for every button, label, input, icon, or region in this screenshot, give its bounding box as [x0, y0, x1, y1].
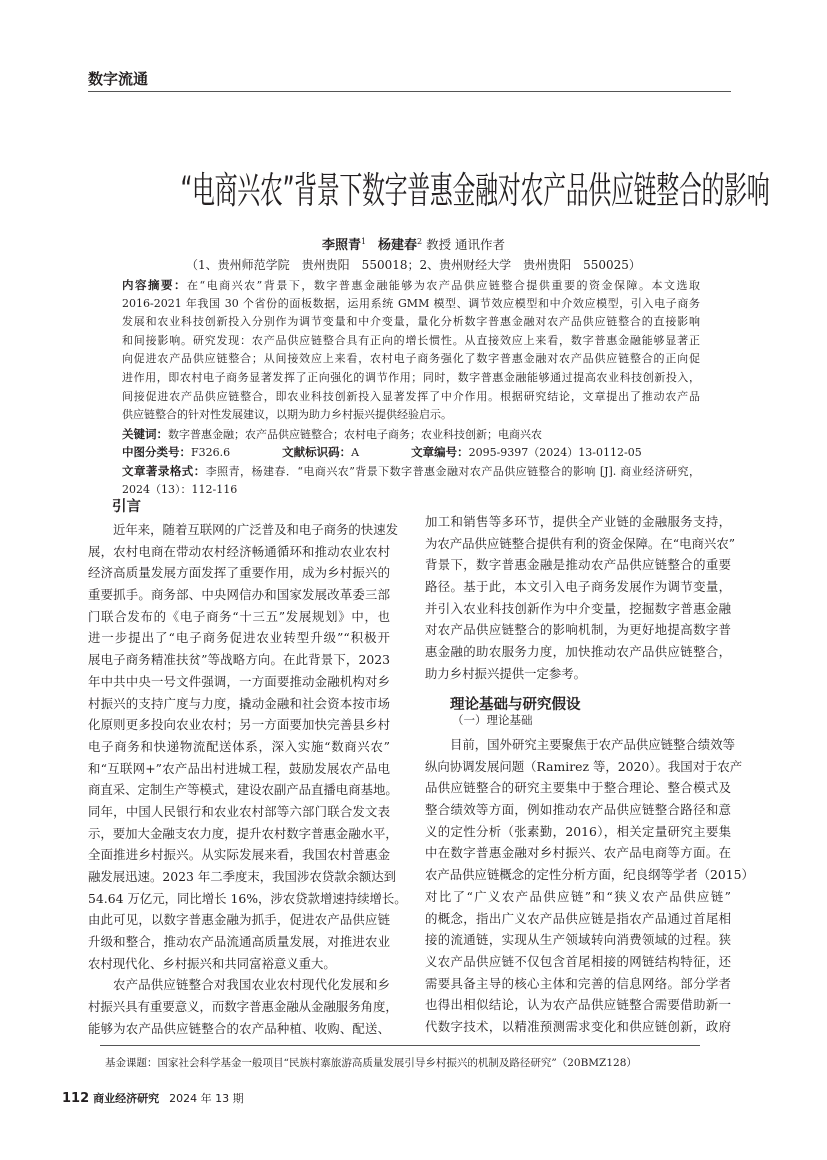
author-role: 教授 通讯作者	[426, 237, 506, 252]
page-number: 112	[62, 1091, 90, 1106]
text-line: 年中共中央一号文件强调，一方面要推动金融机构对乡	[88, 673, 390, 689]
text-line: 电子商务和快递物流配送体系，深入实施“数商兴农”	[88, 738, 390, 754]
classification-row	[122, 443, 700, 462]
text-line: 能够为农产品供应链整合的农产品种植、收购、配送、	[88, 1020, 390, 1036]
footnote-rule	[100, 1045, 700, 1046]
text-line: 对比了“广义农产品供应链”和“狭义农产品供应链”	[425, 888, 731, 904]
citation-text: 李照青，杨建春．“电商兴农”背景下数字普惠金融对农产品供应链整合的影响 [J]. 商业经济研究，	[205, 464, 700, 478]
keywords-label: 关键词：	[122, 426, 168, 441]
doc-code-value: A	[351, 446, 360, 460]
author-name: 杨建春	[377, 238, 417, 253]
text-line: 义的定性分析（张素勤，2016），相关定量研究主要集	[425, 823, 731, 839]
author-affil-mark: 1	[360, 236, 367, 246]
text-line-container	[122, 276, 700, 295]
fund-note: 基金课题：国家社会科学基金一般项目“民族村寨旅游高质量发展引导乡村振兴的机制及路径研究”（20BMZ128）	[105, 1057, 637, 1069]
abstract-label: 内容摘要：	[122, 278, 188, 292]
text-line: 向促进农产品供应链整合；从间接效应上来看，农村电子商务强化了数字普惠金融对农产品供应链整合的正向促	[122, 352, 700, 366]
citation-row-2: 2024（13）：112-116	[122, 482, 238, 496]
text-line: 54.64 万亿元，同比增长 16%，涉农贷款增速持续增长。	[88, 890, 407, 906]
text-line: 升级和整合，推动农产品流通高质量发展，对推进农业	[88, 934, 390, 950]
text-line: 对农产品供应链整合的影响机制，为更好地提高数字普	[425, 622, 731, 638]
section-heading-intro: 引言	[112, 499, 141, 515]
text-line: 进作用，即农村电子商务显著发挥了正向强化的调节作用；同时，数字普惠金融能够通过提高农业科技创新投入，	[122, 370, 700, 384]
text-line: 发展和农业科技创新投入分别作为调节变量和中介变量，量化分析数字普惠金融对农产品供应链整合的直接影响	[122, 315, 700, 329]
abstract-block	[122, 276, 700, 499]
text-line: 整合绩效等方面，例如推动农产品供应链整合路径和意	[425, 802, 731, 818]
section-tag: 数字流通	[88, 70, 149, 88]
text-line: 的概念，指出广义农产品供应链是指农产品通过首尾相	[425, 910, 731, 926]
header-rule	[88, 91, 731, 92]
paragraph	[425, 511, 736, 685]
citation-label: 文章著录格式：	[122, 463, 206, 478]
paragraph	[425, 734, 754, 1038]
text-line: 经济高质量发展方面发挥了重要作用，成为乡村振兴的	[88, 565, 390, 581]
article-title-wrap	[0, 160, 827, 214]
text-line: 村振兴的支持广度与力度，撬动金融和社会资本按市场	[88, 695, 390, 711]
text-line: 农产品供应链概念的定性分析方面，纪良纲等学者（2015）	[425, 867, 754, 883]
article-no-value: 2095-9397（2024）13-0112-05	[468, 446, 642, 460]
text-line: 也得出相似结论，认为农产品供应链整合需要借助新一	[425, 997, 731, 1013]
text-line: 在“电商兴农”背景下，数字普惠金融能够为农产品供应链整合提供重要的资金保障。本文选取	[187, 279, 700, 292]
doc-code-label: 文献标识码：	[282, 445, 352, 460]
keywords-row	[122, 425, 700, 444]
right-column-top	[425, 511, 736, 685]
text-line: 纵向协调发展问题（Ramirez 等，2020）。我国对于农产	[425, 758, 743, 774]
text-line: 并引入农业科技创新作为中介变量，挖掘数字普惠金融	[425, 600, 731, 616]
journal-name: 商业经济研究	[93, 1092, 160, 1105]
text-line: 同年，中国人民银行和农业农村部等六部门联合发文表	[88, 803, 390, 819]
text-line: 助力乡村振兴提供一定参考。	[425, 665, 587, 681]
clc-label: 中图分类号：	[122, 445, 191, 460]
text-line: 近年来，随着互联网的广泛普及和电子商务的快速发	[113, 522, 398, 537]
keywords: 数字普惠金融；农产品供应链整合；农村电子商务；农业科技创新；电商兴农	[168, 427, 542, 441]
text-line: 村振兴具有重要意义，而数字普惠金融从金融服务角度，	[88, 999, 398, 1015]
text-line: 融发展迅速。2023 年二季度末，我国涉农贷款余额达到	[88, 869, 397, 884]
article-title: “电商兴农”背景下数字普惠金融对农产品供应链整合的影响	[180, 169, 770, 212]
text-line: 门联合发布的《电子商务“十三五”发展规划》中，也	[88, 608, 390, 624]
text-line: 品供应链整合的研究主要集中于整合理论、整合模式及	[425, 780, 731, 796]
author-name: 李照青	[321, 238, 361, 253]
text-line: 目前，国外研究主要聚焦于农产品供应链整合绩效等	[450, 737, 735, 752]
text-line: 2016-2021 年我国 30 个省份的面板数据，运用系统 GMM 模型、调节效应模型和中介效应模型，引入电子商务	[122, 296, 700, 310]
text-line: 代数字技术，以精准预测需求变化和供应链创新，政府	[425, 1018, 731, 1034]
text-line: 商直采、定制生产等模式，建设农副产品直播电商基地。	[88, 782, 398, 798]
text-line: 中在数字普惠金融对乡村振兴、农产品电商等方面。在	[425, 845, 731, 861]
authors	[0, 234, 827, 253]
left-column	[88, 519, 407, 1040]
text-line: 需要具备主导的核心主体和完善的信息网络。部分学者	[425, 975, 731, 991]
paragraph	[88, 974, 398, 1039]
text-line: 进一步提出了“电子商务促进农业转型升级”“积极开	[88, 630, 390, 646]
text-line: 间接促进农产品供应链整合，即农业科技创新投入显著发挥了中介作用。根据研究结论，文章提出了推动农产品	[122, 389, 700, 403]
text-line: 由此可见，以数字普惠金融为抓手，促进农产品供应链	[88, 912, 390, 928]
article-no-label: 文章编号：	[411, 445, 469, 460]
section-heading-theory: 理论基础与研究假设	[450, 697, 581, 713]
text-line: 惠金融的助农服务力度，加快推动农产品供应链整合，	[425, 644, 731, 660]
affiliations: （1、贵州师范学院 贵州贵阳 550018；2、贵州财经大学 贵州贵阳 550025）	[186, 258, 641, 272]
text-line: 和“互联网+”农产品出村进城工程，鼓励发展农产品电	[88, 760, 390, 776]
clc-value: F326.6	[191, 446, 231, 460]
text-line: 化原则更多投向农业农村；另一方面要加快完善县乡村	[88, 717, 390, 733]
text-line: 展电子商务精准扶贫”等战略方向。在此背景下，2023	[88, 652, 390, 668]
text-line: 农村现代化、乡村振兴和共同富裕意义重大。	[88, 955, 336, 971]
text-line: 供应链整合的针对性发展建议，以期为助力乡村振兴提供经验启示。	[122, 408, 452, 422]
text-line: 为农产品供应链整合提供有利的资金保障。在“电商兴农”	[425, 535, 736, 551]
text-line: 背景下，数字普惠金融是推动农产品供应链整合的重要	[425, 557, 731, 573]
text-line: 全面推进乡村振兴。从实际发展来看，我国农村普惠金	[88, 847, 390, 863]
paragraph	[88, 519, 407, 974]
page-footer	[62, 1090, 244, 1106]
text-line: 展，农村电商在带动农村经济畅通循环和推动农业农村	[88, 543, 390, 559]
text-line: 和间接影响。研究发现：农产品供应链整合具有正向的增长惯性。从直接效应上来看，数字普惠金融能够显著正	[122, 333, 700, 347]
citation-row	[122, 462, 700, 481]
abstract-text	[122, 276, 700, 425]
right-column-bottom	[425, 734, 754, 1038]
text-line: 接的流通链，实现从生产领域转向消费领域的过程。狭	[425, 932, 731, 948]
text-line: 重要抓手。商务部、中央网信办和国家发展改革委三部	[88, 587, 390, 603]
text-line: 义农产品供应链不仅包含首尾相接的网链结构特征，还	[425, 953, 731, 969]
issue: 2024 年 13 期	[169, 1092, 244, 1105]
text-line: 示，要加大金融支农力度，提升农村数字普惠金融水平，	[88, 825, 398, 841]
text-line: 农产品供应链整合对我国农业农村现代化发展和乡	[113, 977, 390, 993]
author-affil-mark: 2	[416, 236, 423, 246]
subsection-heading: （一）理论基础	[452, 713, 533, 727]
text-line: 路径。基于此，本文引入电子商务发展作为调节变量，	[425, 579, 731, 595]
text-line: 加工和销售等多环节，提供全产业链的金融服务支持，	[425, 514, 731, 529]
